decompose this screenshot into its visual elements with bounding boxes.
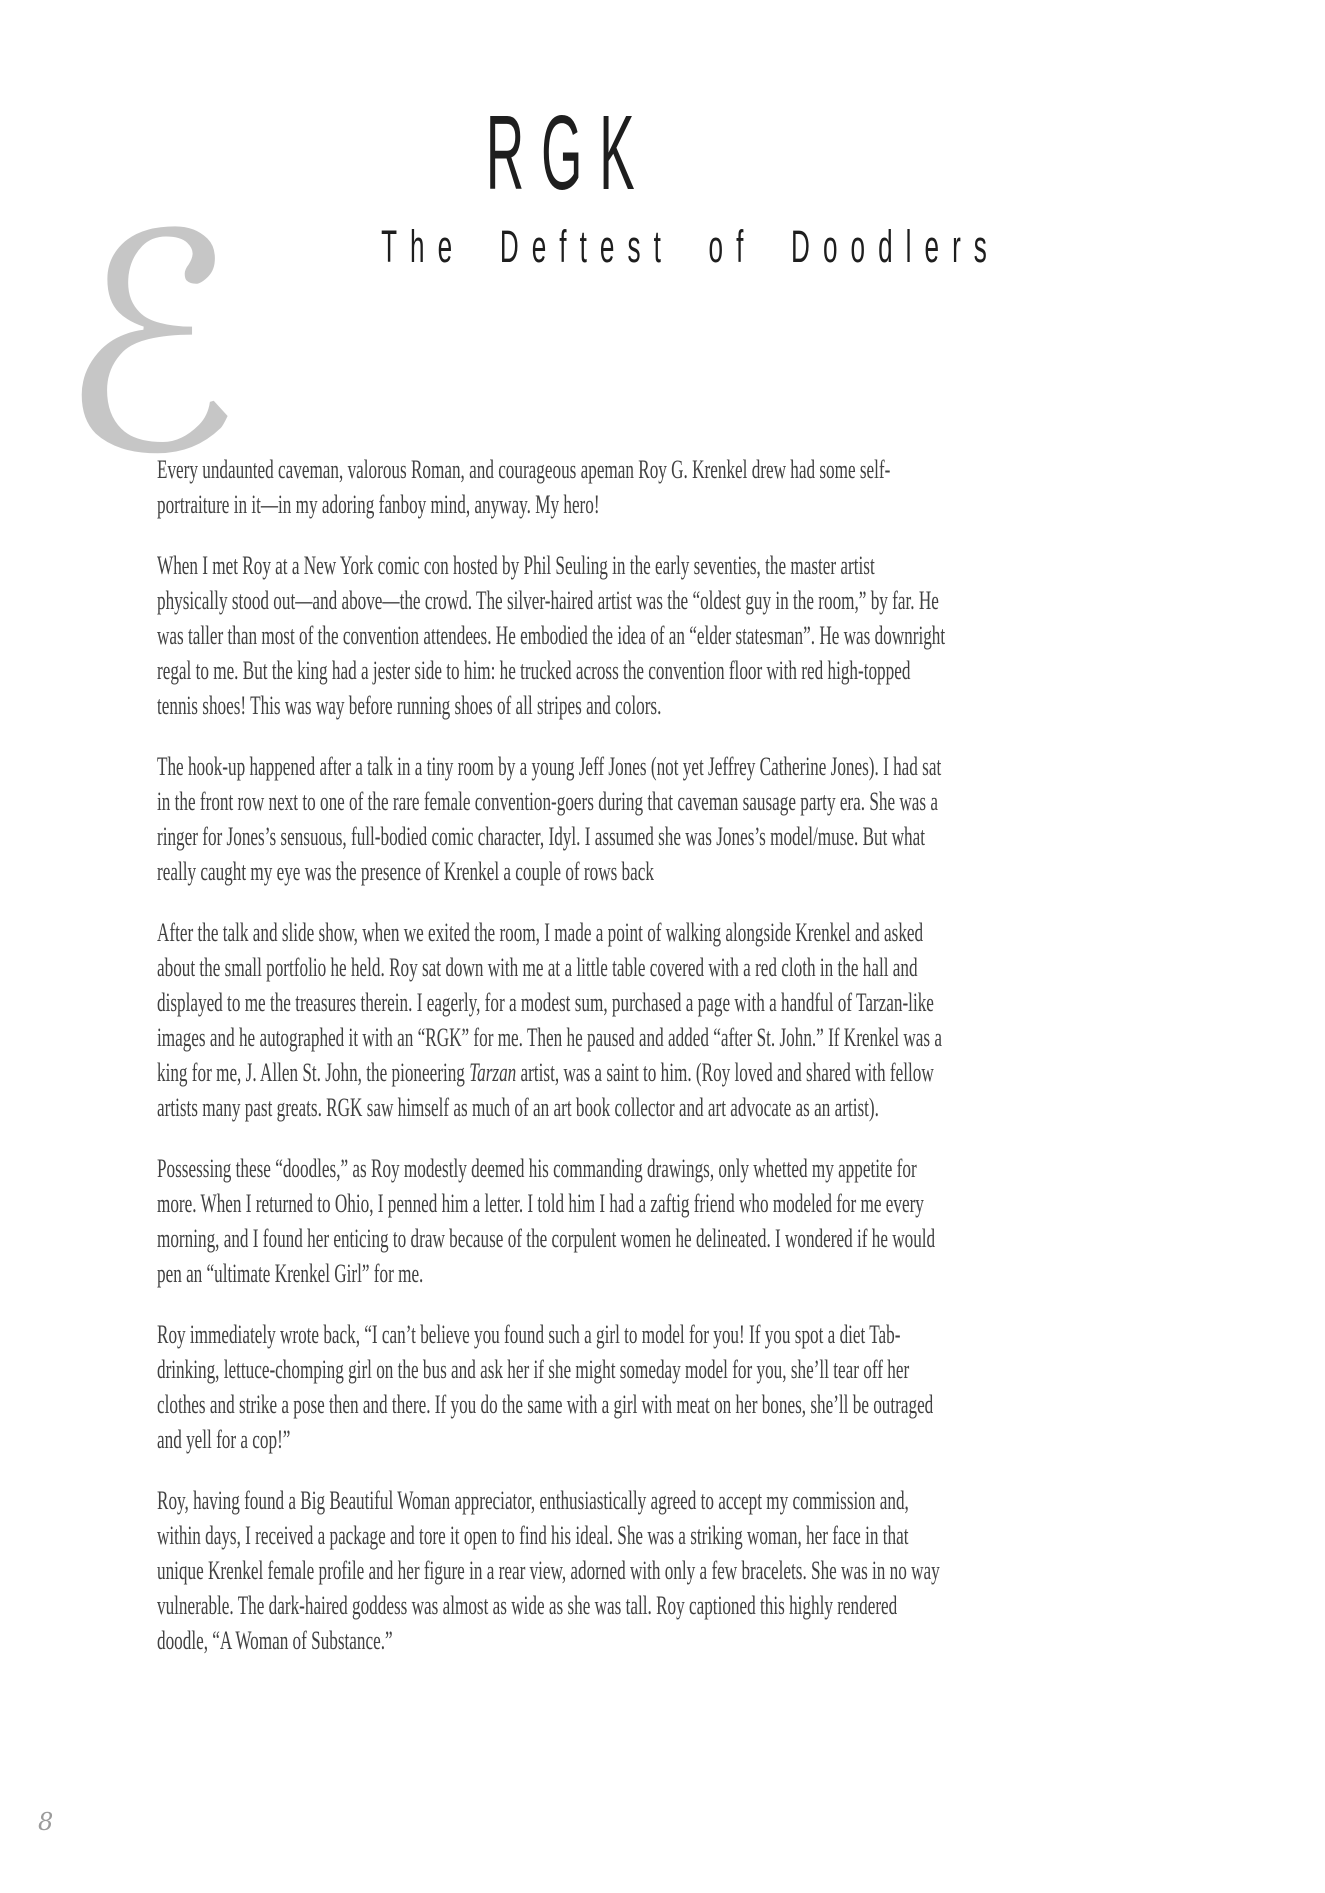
italic-text: Tarzan	[469, 1058, 517, 1087]
body-text: Roy, having found a Big Beautiful Woman appreciator, enthusiastically agreed to accept my commission and, within days, I received a package and tore it open to find his ideal. She was a striking woman, her face in that unique Krenkel female profile and her figure in a rear view, adorned with only a few bracelets. She was in no way vulnerable. The dark-haired goddess was almost as wide as she was tall. Roy captioned this highly rendered doodle, “A Woman of Substance.”	[157, 1486, 940, 1655]
page-title: RGK	[486, 94, 652, 212]
page-subtitle: The Deftest of Doodlers	[381, 221, 1000, 272]
decorative-drop-cap: ℰ	[58, 171, 240, 520]
body-text: Every undaunted caveman, valorous Roman, and courageous apeman Roy G. Krenkel drew had some self-portraiture in it—in my adoring fanboy mind, anyway. My hero!	[157, 455, 891, 519]
body-text: Roy immediately wrote back, “I can’t believe you found such a girl to model for you! If you spot a diet Tab-drinking, lettuce-chomping girl on the bus and ask her if she might someday model for you, she’ll tear off her clothes and strike a pose then and there. If you do the same with a girl with meat on her bones, she’ll be outraged and yell for a cop!”	[157, 1320, 934, 1454]
paragraph	[157, 452, 947, 522]
article-body	[157, 452, 947, 1658]
page-number: 8	[38, 1808, 54, 1836]
body-text: When I met Roy at a New York comic con hosted by Phil Seuling in the early seventies, the master artist physically stood out—and above—the crowd. The silver-haired artist was the “oldest guy in the room,” by far. He was taller than most of the convention attendees. He embodied the idea of an “elder statesman”. He was downright regal to me. But the king had a jester side to him: he trucked across the convention floor with red high-topped tennis shoes! This was way before running shoes of all stripes and colors.	[157, 551, 946, 720]
paragraph	[157, 1317, 947, 1457]
paragraph	[157, 548, 947, 723]
chapter-heading	[157, 94, 1000, 272]
body-text: After the talk and slide show, when we exited the room, I made a point of walking alongside Krenkel and asked about the small portfolio he held. Roy sat down with me at a little table covered with a red cloth in the hall and displayed to me the treasures therein. I eagerly, for a modest sum, purchased a page with a handful of Tarzan-like images and he autographed it with an “RGK” for me. Then he paused and added “after St. John.” If Krenkel was a king for me, J. Allen St. John, the pioneering	[157, 918, 942, 1087]
article-frame	[157, 452, 947, 1684]
paragraph	[157, 1151, 947, 1291]
paragraph	[157, 749, 947, 889]
body-text: artist, was a saint to him. (Roy loved and shared with fellow artists many past greats. RGK saw himself as much of an art book collector and art advocate as an artist).	[157, 1058, 934, 1122]
body-text: Possessing these “doodles,” as Roy modestly deemed his commanding drawings, only whetted my appetite for more. When I returned to Ohio, I penned him a letter. I told him I had a zaftig friend who modeled for me every morning, and I found her enticing to draw because of the corpulent women he delineated. I wondered if he would pen an “ultimate Krenkel Girl” for me.	[157, 1154, 936, 1288]
paragraph	[157, 1483, 947, 1658]
paragraph	[157, 915, 947, 1125]
body-text: The hook-up happened after a talk in a tiny room by a young Jeff Jones (not yet Jeffrey Catherine Jones). I had sat in the front row next to one of the rare female convention-goers during that caveman sausage party era. She was a ringer for Jones’s sensuous, full-bodied comic character, Idyl. I assumed she was Jones’s model/muse. But what really caught my eye was the presence of Krenkel a couple of rows back	[157, 752, 942, 886]
